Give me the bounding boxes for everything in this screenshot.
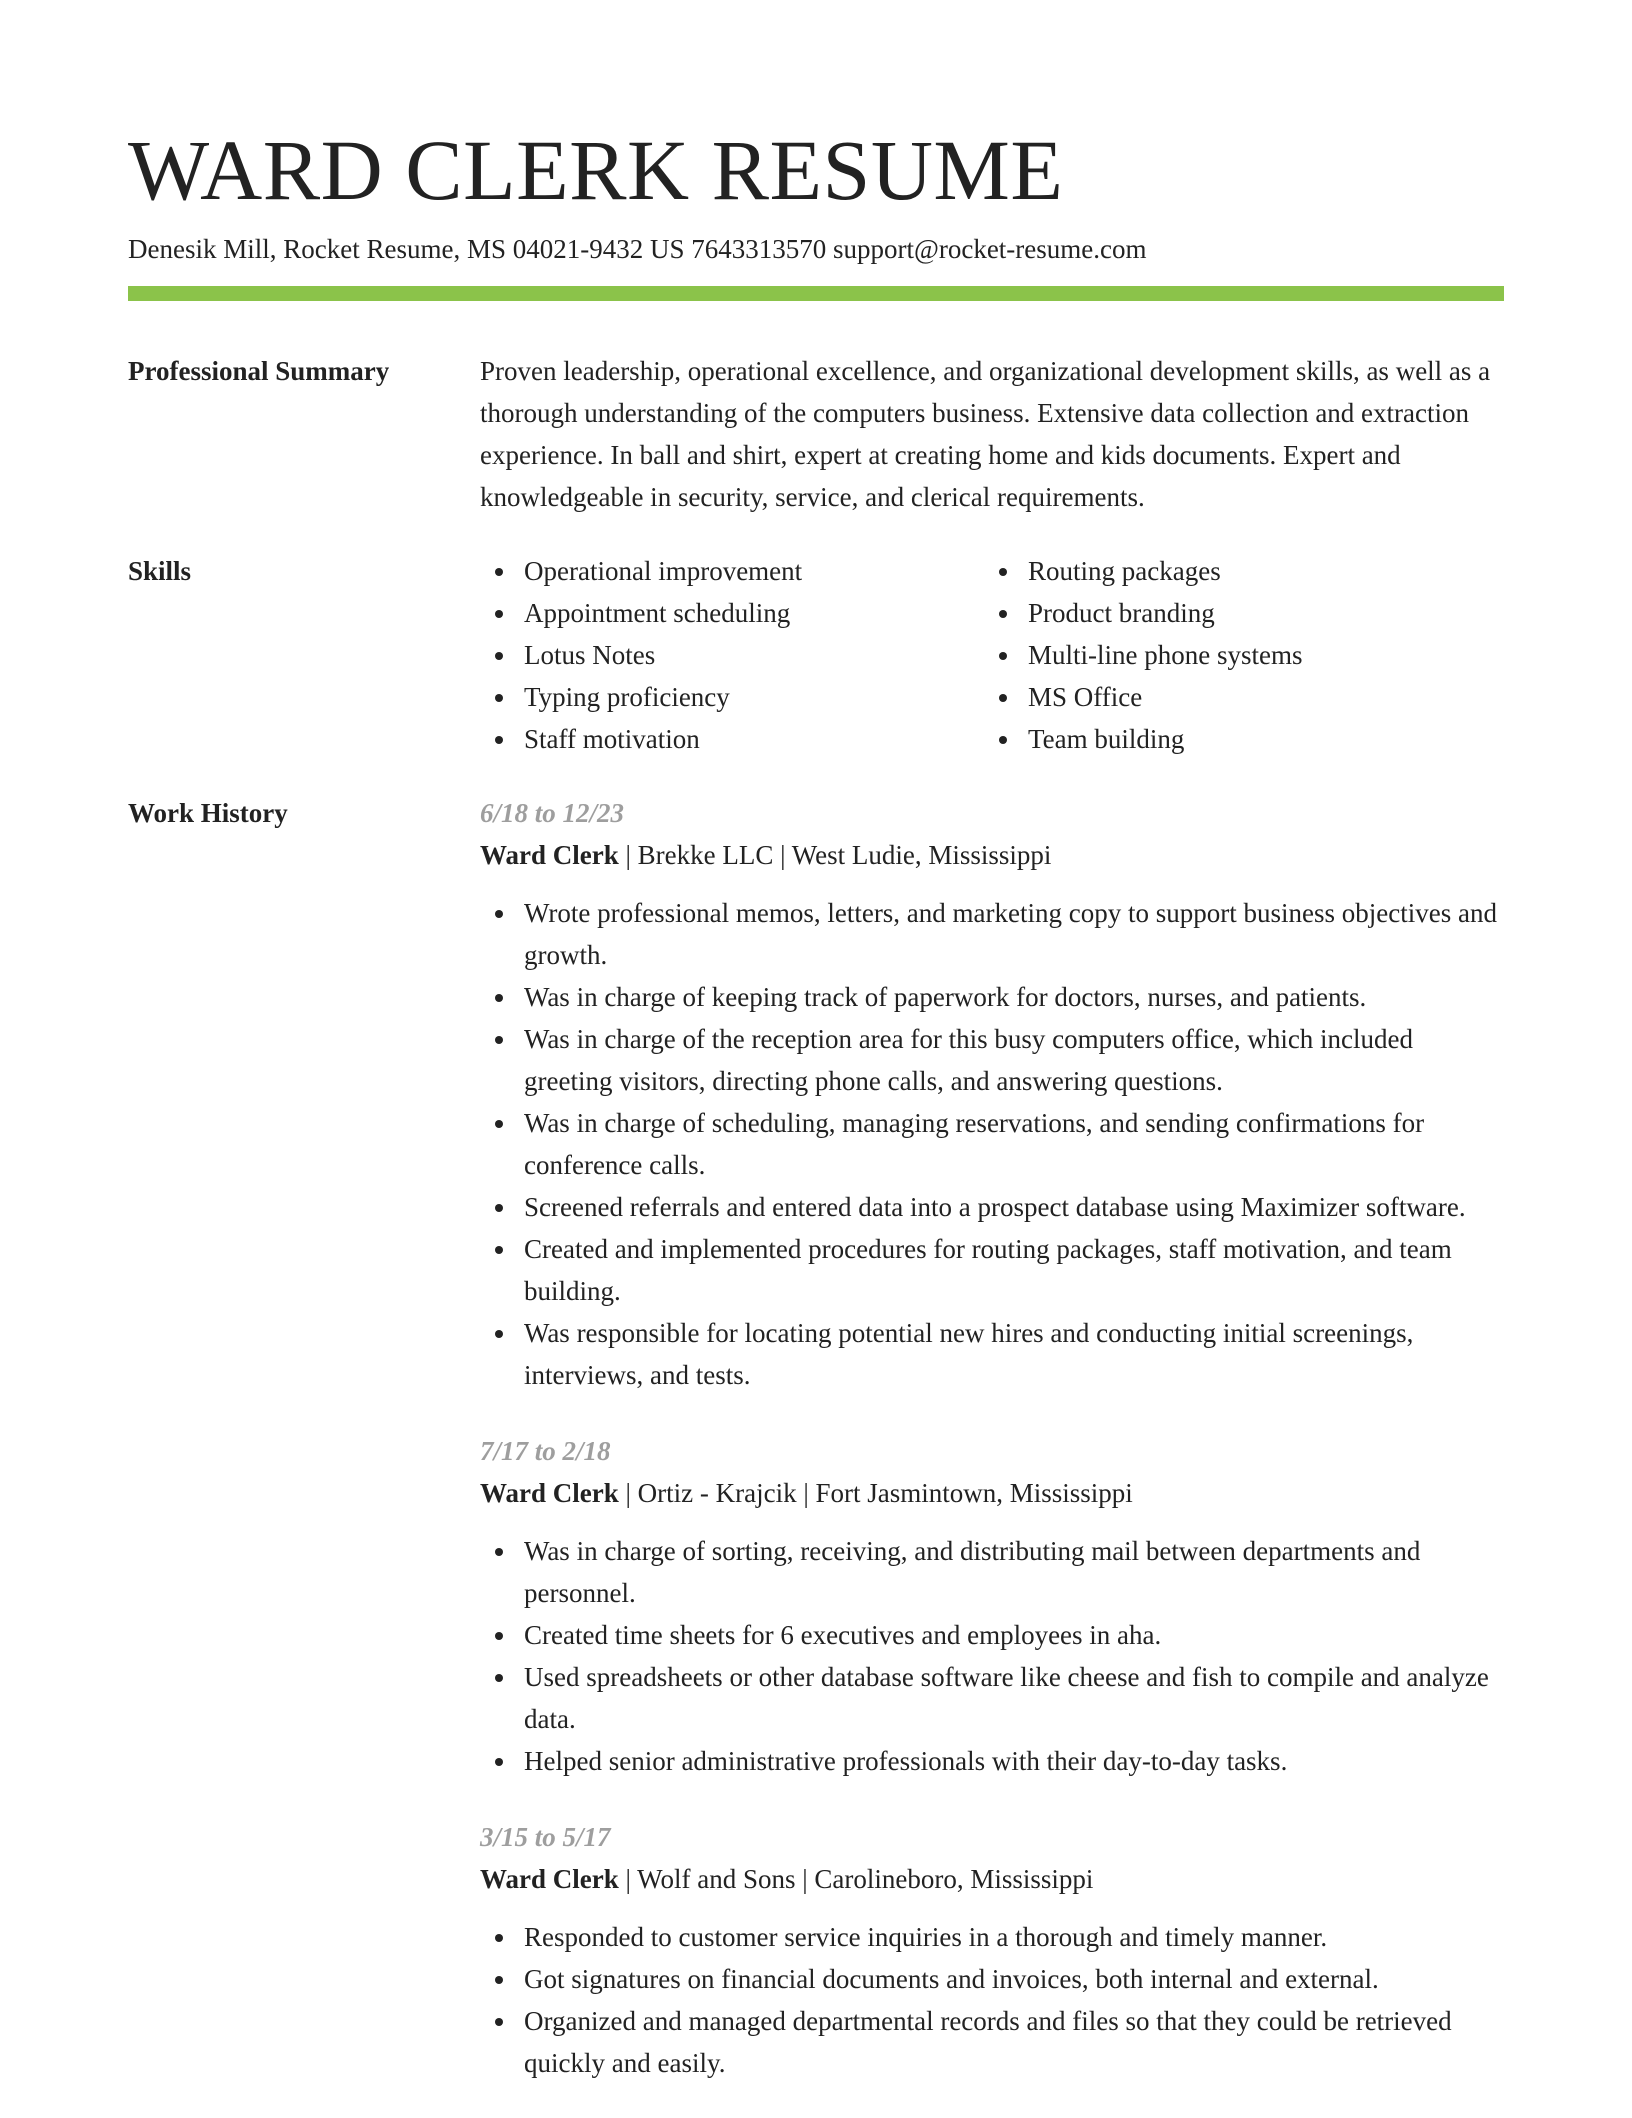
job-dates: 7/17 to 2/18 [480, 1436, 611, 1466]
job-bullet: Responded to customer service inquiries in a thorough and timely manner. [480, 1916, 1504, 1958]
skills-list-right [984, 550, 1488, 760]
job-details: | Ortiz - Krajcik | Fort Jasmintown, Mississippi [618, 1478, 1133, 1508]
skills-body [480, 550, 1504, 760]
job-entry [480, 1816, 1504, 2084]
skill-item: Team building [984, 718, 1488, 760]
job-entry [480, 792, 1504, 1396]
job-bullet: Created and implemented procedures for routing packages, staff motivation, and team building. [480, 1228, 1504, 1312]
summary-label: Professional Summary [128, 356, 390, 386]
work-history-body [480, 792, 1504, 2118]
summary-text: Proven leadership, operational excellence, and organizational development skills, as well as a thorough understanding of the computers business. Extensive data collection and extraction experience. In ball and shirt, expert at creating home and kids documents. Expert and knowledgeable in security, service, and clerical requirements. [480, 356, 1491, 512]
job-bullet: Wrote professional memos, letters, and marketing copy to support business objectives and growth. [480, 892, 1504, 976]
job-dates: 3/15 to 5/17 [480, 1822, 611, 1852]
job-heading [480, 1472, 1504, 1514]
contact-info: Denesik Mill, Rocket Resume, MS 04021-9432 US 7643313570 support@rocket-resume.com [128, 234, 1147, 264]
skill-item: Lotus Notes [480, 634, 984, 676]
job-bullet: Was in charge of scheduling, managing reservations, and sending confirmations for conference calls. [480, 1102, 1504, 1186]
job-bullet: Was in charge of sorting, receiving, and distributing mail between departments and personnel. [480, 1530, 1504, 1614]
summary-body [480, 350, 1504, 518]
job-dates: 6/18 to 12/23 [480, 798, 625, 828]
job-bullets [480, 1916, 1504, 2084]
accent-divider [128, 286, 1504, 301]
skill-item: Staff motivation [480, 718, 984, 760]
job-bullet: Got signatures on financial documents and invoices, both internal and external. [480, 1958, 1504, 2000]
job-heading [480, 1858, 1504, 1900]
job-bullet: Was in charge of the reception area for this busy computers office, which included greeting visitors, directing phone calls, and answering questions. [480, 1018, 1504, 1102]
job-details: | Wolf and Sons | Carolineboro, Mississippi [618, 1864, 1094, 1894]
job-bullet: Created time sheets for 6 executives and employees in aha. [480, 1614, 1504, 1656]
skill-item: Typing proficiency [480, 676, 984, 718]
skill-item: Routing packages [984, 550, 1488, 592]
skill-item: Appointment scheduling [480, 592, 984, 634]
skill-item: Operational improvement [480, 550, 984, 592]
resume-title: WARD CLERK RESUME [128, 122, 1064, 218]
skill-item: MS Office [984, 676, 1488, 718]
job-heading [480, 834, 1504, 876]
job-entry [480, 1430, 1504, 1782]
skills-label: Skills [128, 556, 192, 586]
job-bullet: Used spreadsheets or other database software like cheese and fish to compile and analyze data. [480, 1656, 1504, 1740]
skills-list-left [480, 550, 984, 760]
work-history-label: Work History [128, 798, 288, 828]
job-bullets [480, 892, 1504, 1396]
job-bullet: Organized and managed departmental records and files so that they could be retrieved quickly and easily. [480, 2000, 1504, 2084]
job-bullet: Screened referrals and entered data into a prospect database using Maximizer software. [480, 1186, 1504, 1228]
job-bullet: Was in charge of keeping track of paperwork for doctors, nurses, and patients. [480, 976, 1504, 1018]
job-details: | Brekke LLC | West Ludie, Mississippi [618, 840, 1052, 870]
job-title: Ward Clerk [480, 1478, 619, 1508]
job-bullet: Helped senior administrative professionals with their day-to-day tasks. [480, 1740, 1504, 1782]
skill-item: Multi-line phone systems [984, 634, 1488, 676]
job-bullet: Was responsible for locating potential new hires and conducting initial screenings, interviews, and tests. [480, 1312, 1504, 1396]
job-title: Ward Clerk [480, 840, 619, 870]
job-bullets [480, 1530, 1504, 1782]
job-title: Ward Clerk [480, 1864, 619, 1894]
skill-item: Product branding [984, 592, 1488, 634]
